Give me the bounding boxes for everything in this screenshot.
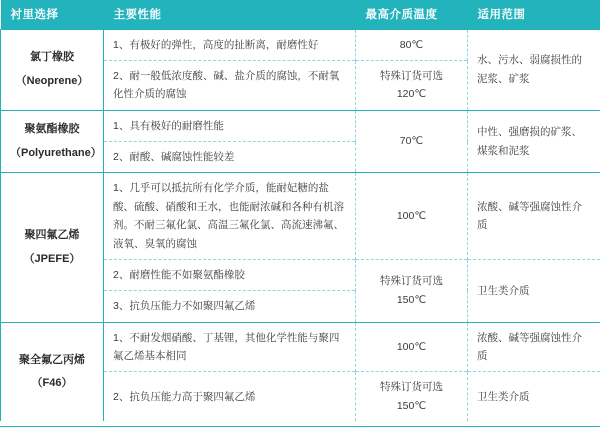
performance-cell: 1、有极好的弹性，高度的扯断离，耐磨性好 xyxy=(104,29,356,60)
lining-name-cell xyxy=(1,173,104,322)
lining-name-cn: 氯丁橡胶 xyxy=(30,51,74,64)
lining-name-cn: 聚全氟乙丙烯 xyxy=(19,353,85,366)
max-temp-note: 特殊订货可选 xyxy=(380,275,443,288)
performance-cell: 2、耐磨性能不如聚氨酯橡胶 xyxy=(104,259,356,290)
scope-cell: 中性、强磨损的矿浆、煤浆和泥浆 xyxy=(468,110,600,173)
performance-cell: 1、不耐发烟硝酸、丁基锂，其他化学性能与聚四氟乙烯基本相同 xyxy=(104,322,356,372)
max-temp-value: 100℃ xyxy=(396,340,427,353)
column-header-performance: 主要性能 xyxy=(104,0,356,29)
performance-cell: 1、具有极好的耐磨性能 xyxy=(104,110,356,141)
table-header-row xyxy=(1,0,600,29)
scope-cell: 卫生类介质 xyxy=(468,259,600,322)
performance-cell: 2、耐酸、碱腐蚀性能较差 xyxy=(104,142,356,173)
lining-name-cell xyxy=(1,29,104,110)
table-body xyxy=(1,29,600,421)
lining-name-en: （F46） xyxy=(31,376,73,389)
table-row xyxy=(1,322,600,372)
lining-name-cn: 聚四氟乙烯 xyxy=(24,229,80,242)
column-header-lining: 衬里选择 xyxy=(1,0,104,29)
lining-name-en: （Neoprene） xyxy=(15,74,89,87)
performance-cell: 2、抗负压能力高于聚四氟乙烯 xyxy=(104,372,356,421)
lining-name-en: （JPEFE） xyxy=(23,252,81,265)
table-row xyxy=(1,29,600,60)
column-header-scope: 适用范围 xyxy=(468,0,600,29)
max-temp-cell xyxy=(356,29,468,60)
lining-name-en: （Polyurethane） xyxy=(10,146,102,159)
max-temp-value: 70℃ xyxy=(399,135,424,148)
max-temp-value: 150℃ xyxy=(396,293,427,306)
performance-cell: 3、抗负压能力不如聚四氟乙烯 xyxy=(104,291,356,322)
max-temp-value: 80℃ xyxy=(399,38,424,51)
max-temp-cell xyxy=(356,372,468,421)
lining-name-cell xyxy=(1,110,104,173)
max-temp-cell xyxy=(356,173,468,260)
scope-cell: 水、污水、弱腐损性的泥浆、矿浆 xyxy=(468,29,600,110)
table-row xyxy=(1,110,600,141)
scope-cell: 卫生类介质 xyxy=(468,372,600,421)
table-header xyxy=(1,0,600,29)
max-temp-cell xyxy=(356,322,468,372)
max-temp-note: 特殊订货可选 xyxy=(380,381,443,394)
column-header-max-temp: 最高介质温度 xyxy=(356,0,468,29)
max-temp-cell xyxy=(356,60,468,110)
lining-name-cell xyxy=(1,322,104,421)
lining-name-cn: 聚氨酯橡胶 xyxy=(24,123,80,136)
max-temp-value: 150℃ xyxy=(396,399,427,412)
max-temp-cell xyxy=(356,110,468,173)
scope-cell: 浓酸、碱等强腐蚀性介质 xyxy=(468,173,600,260)
table-row xyxy=(1,173,600,260)
scope-cell: 浓酸、碱等强腐蚀性介质 xyxy=(468,322,600,372)
max-temp-value: 100℃ xyxy=(396,209,427,222)
max-temp-note: 特殊订货可选 xyxy=(380,69,443,82)
max-temp-cell xyxy=(356,259,468,322)
performance-cell: 1、几乎可以抵抗所有化学介质，能耐妃糖的盐酸、硫酸、硝酸和王水，也能耐浓碱和各种有机溶剂。不耐三氟化氯、高温三氟化氯、高流速沸氟、液氧、臭氧的腐蚀 xyxy=(104,173,356,260)
performance-cell: 2、耐一般低浓度酸、碱、盐介质的腐蚀，不耐氧化性介质的腐蚀 xyxy=(104,60,356,110)
max-temp-value: 120℃ xyxy=(396,88,427,101)
